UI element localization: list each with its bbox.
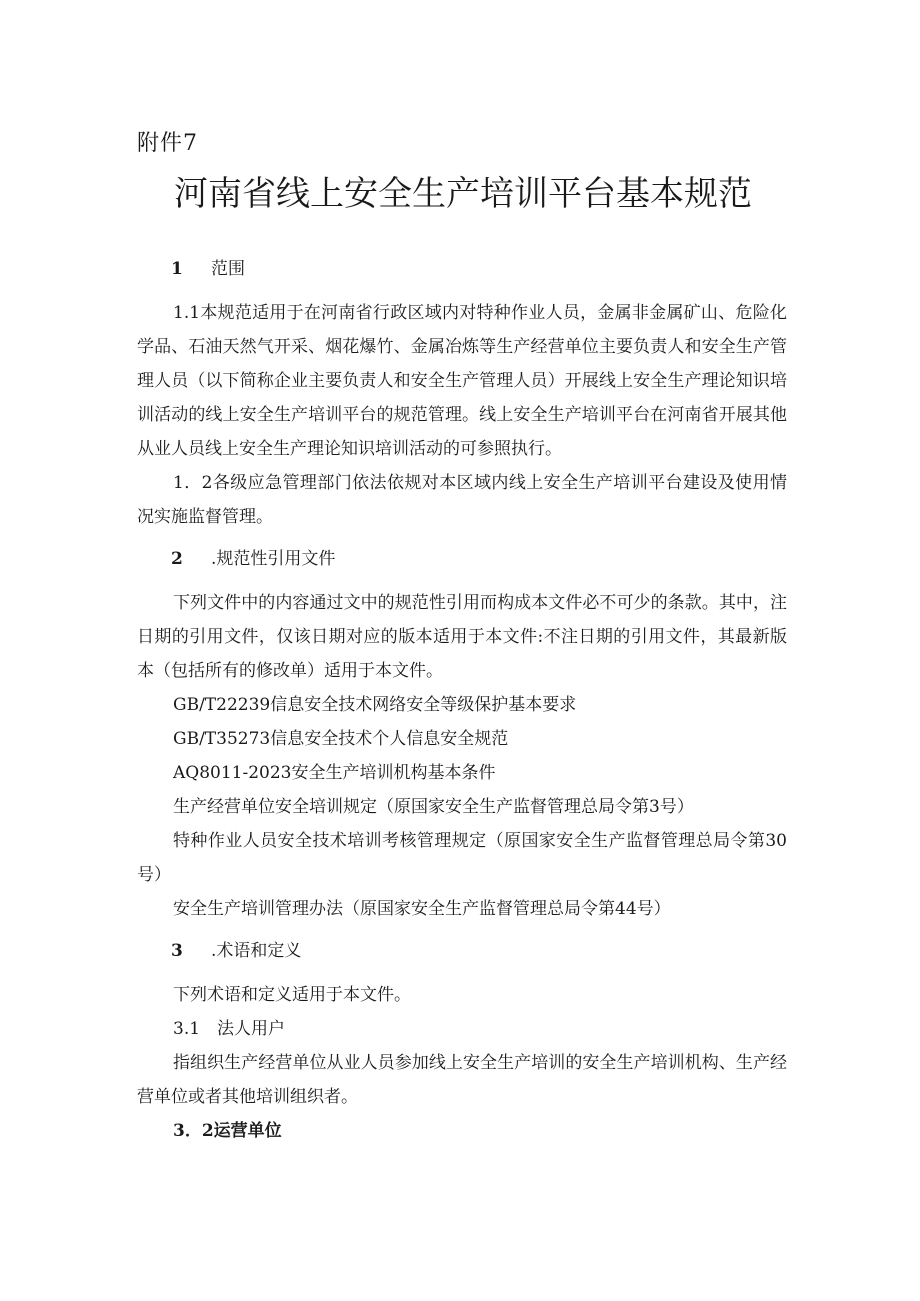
section-1-number: 1 — [171, 259, 183, 279]
clause-1-1: 1.1本规范适用于在河南省行政区域内对特种作业人员，金属非金属矿山、危险化学品、石油天然气开采、烟花爆竹、金属冶炼等生产经营单位主要负责人和安全生产管理人员（以下简称企业主要负责人和安全生产管理人员）开展线上安全生产理论知识培训活动的线上安全生产培训平台的规范管理。线上安全生产培训平台在河南省开展其他从业人员线上安全生产理论知识培训活动的可参照执行。 — [137, 303, 787, 459]
term-3-1-definition: 指组织生产经营单位从业人员参加线上安全生产培训的安全生产培训机构、生产经营单位或者其他培训组织者。 — [137, 1053, 787, 1107]
reference-item: 生产经营单位安全培训规定（原国家安全生产监督管理总局令第3号） — [173, 797, 694, 817]
section-2-intro: 下列文件中的内容通过文中的规范性引用而构成本文件必不可少的条款。其中，注日期的引用文件，仅该日期对应的版本适用于本文件:不注日期的引用文件，其最新版本（包括所有的修改单）适用于本文件。 — [137, 593, 787, 681]
spacer — [137, 534, 787, 542]
section-1-title: 范围 — [211, 259, 245, 279]
spacer — [137, 968, 787, 978]
section-3-title: .术语和定义 — [211, 941, 302, 961]
reference-item: AQ8011-2023安全生产培训机构基本条件 — [173, 763, 496, 783]
reference-item: GB/T22239信息安全技术网络安全等级保护基本要求 — [173, 695, 577, 715]
spacer — [137, 576, 787, 586]
reference-item: 安全生产培训管理办法（原国家安全生产监督管理总局令第44号） — [173, 899, 671, 919]
reference-item: GB/T35273信息安全技术个人信息安全规范 — [173, 729, 509, 749]
document-title: 河南省线上安全生产培训平台基本规范 — [174, 174, 752, 214]
attachment-label: 附件7 — [137, 131, 198, 156]
reference-item: 特种作业人员安全技术培训考核管理规定（原国家安全生产监督管理总局令第30号） — [137, 831, 787, 885]
spacer — [137, 286, 787, 296]
document-body — [137, 252, 787, 1148]
spacer — [137, 926, 787, 934]
section-2-title: .规范性引用文件 — [211, 549, 336, 569]
section-2-heading — [137, 542, 787, 576]
section-3-heading — [137, 934, 787, 968]
section-1-heading — [137, 252, 787, 286]
section-3-number: 3 — [171, 941, 183, 961]
term-3-1-title: 3.1 法人用户 — [173, 1019, 286, 1039]
clause-1-2: 1．2各级应急管理部门依法依规对本区域内线上安全生产培训平台建设及使用情况实施监督管理。 — [137, 473, 787, 527]
section-3-intro: 下列术语和定义适用于本文件。 — [173, 985, 411, 1005]
section-2-number: 2 — [171, 549, 183, 569]
term-3-2-title: 3．2运营单位 — [173, 1121, 282, 1141]
